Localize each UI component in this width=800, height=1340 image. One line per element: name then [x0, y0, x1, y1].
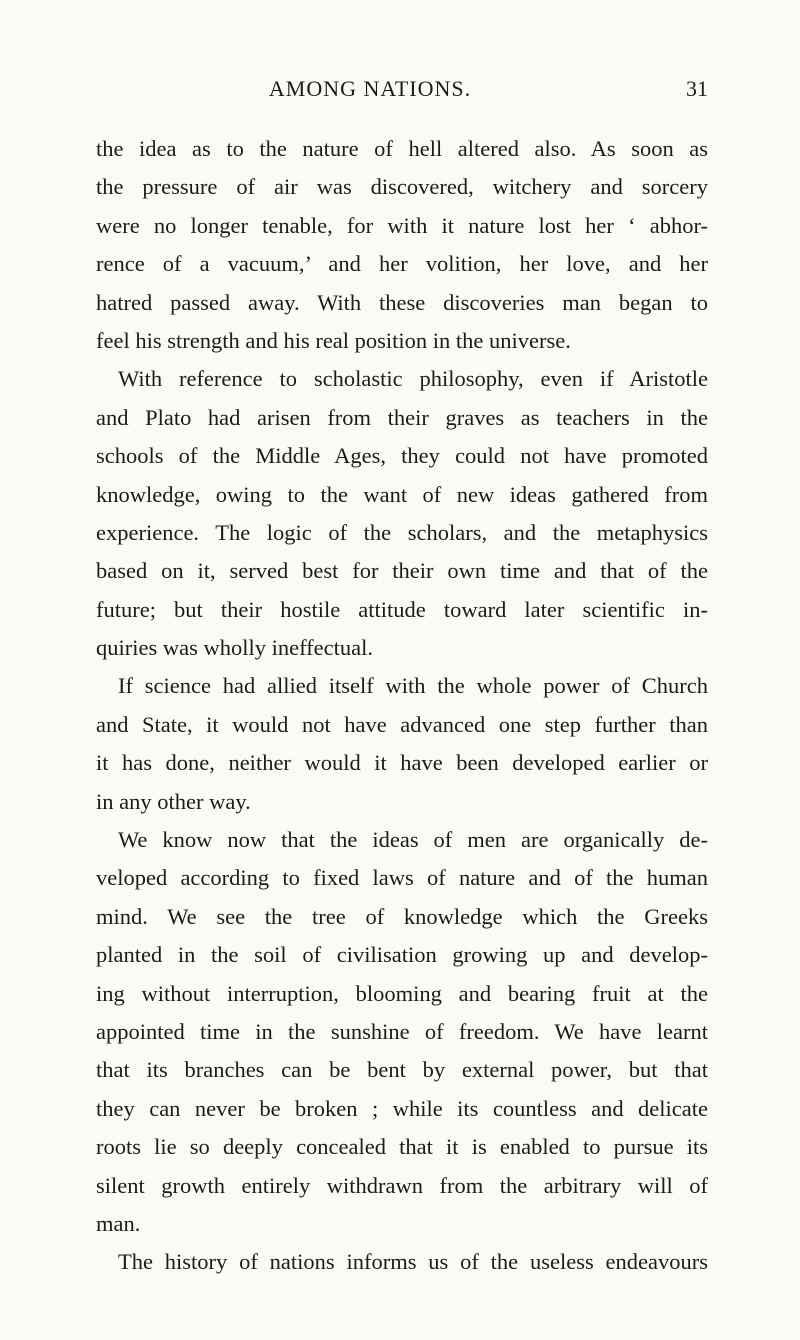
text-line: in any other way.	[96, 788, 251, 814]
text-line: the idea as to the nature of hell altered also. As soon as	[96, 136, 708, 161]
text-line: We know now that the ideas of men are organically de-	[118, 827, 708, 853]
text-line: rence of a vacuum,’ and her volition, her love, and her	[96, 251, 708, 277]
page-number: 31	[686, 76, 708, 101]
text-line: man.	[96, 1210, 141, 1236]
text-line: With reference to scholastic philosophy, even if Aristotle	[118, 366, 708, 392]
text-line: the pressure of air was discovered, witchery and sorcery	[96, 174, 708, 200]
text-line: it has done, neither would it have been developed earlier or	[96, 750, 708, 776]
text-line: planted in the soil of civilisation growing up and develop-	[96, 942, 708, 968]
text-line: feel his strength and his real position in the universe.	[96, 327, 571, 353]
text-line: If science had allied itself with the whole power of Church	[118, 673, 708, 699]
text-line: knowledge, owing to the want of new ideas gathered from	[96, 481, 708, 507]
text-line: and Plato had arisen from their graves as teachers in the	[96, 404, 708, 430]
text-line: hatred passed away. With these discoveries man began to	[96, 289, 708, 315]
text-line: ing without interruption, blooming and bearing fruit at the	[96, 980, 708, 1006]
text-line: appointed time in the sunshine of freedom. We have learnt	[96, 1018, 708, 1044]
text-line: quiries was wholly ineffectual.	[96, 635, 374, 661]
text-line: veloped according to fixed laws of nature and of the human	[96, 865, 708, 891]
text-line: The history of nations informs us of the useless endeavours	[118, 1249, 708, 1275]
text-line: experience. The logic of the scholars, and the metaphysics	[96, 519, 708, 545]
text-line: roots lie so deeply concealed that it is enabled to pursue its	[96, 1134, 708, 1160]
text-line: based on it, served best for their own time and that of the	[96, 558, 708, 584]
text-line: that its branches can be bent by external power, but that	[96, 1057, 708, 1083]
text-line: and State, it would not have advanced one step further than	[96, 711, 708, 737]
text-line: were no longer tenable, for with it nature lost her ‘ abhor-	[96, 212, 708, 238]
text-line: they can never be broken ; while its countless and delicate	[96, 1095, 708, 1121]
text-line: schools of the Middle Ages, they could not have promoted	[96, 443, 708, 469]
running-title: AMONG NATIONS.	[268, 76, 472, 101]
text-line: silent growth entirely withdrawn from the arbitrary will of	[96, 1172, 708, 1198]
body-text	[96, 130, 708, 1282]
page-header	[0, 76, 800, 110]
text-line: future; but their hostile attitude toward later scientific in-	[96, 596, 708, 622]
text-line: mind. We see the tree of knowledge which the Greeks	[96, 903, 708, 929]
